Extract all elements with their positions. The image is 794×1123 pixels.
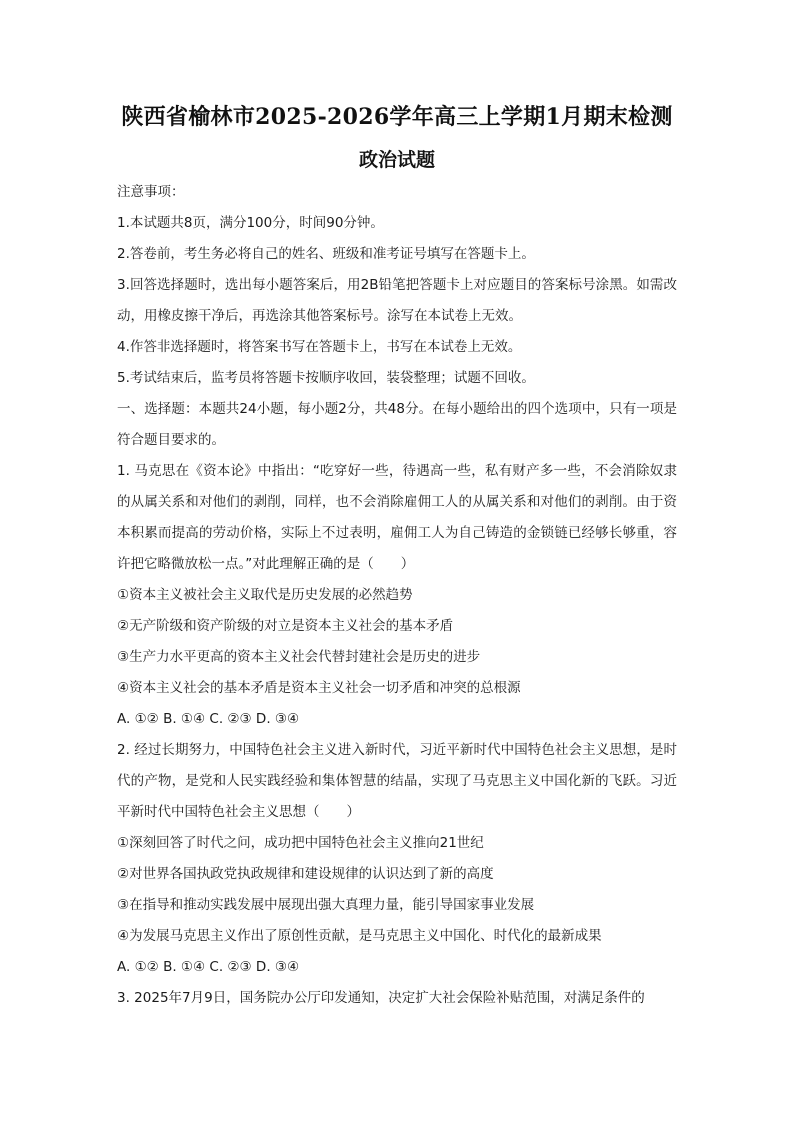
notice-item-3: 3.回答选择题时，选出每小题答案后，用2B铅笔把答题卡上对应题目的答案标号涂黑。如需改动，用橡皮擦干净后，再选涂其他答案标号。涂写在本试卷上无效。 [117, 277, 677, 324]
question-2-option-4: ④为发展马克思主义作出了原创性贡献，是马克思主义中国化、时代化的最新成果 [117, 928, 602, 944]
question-2-choices: A. ①② B. ①④ C. ②③ D. ③④ [117, 959, 300, 975]
question-1-choices: A. ①② B. ①④ C. ②③ D. ③④ [117, 711, 300, 727]
question-2-option-3: ③在指导和推动实践发展中展现出强大真理力量，能引导国家事业发展 [117, 897, 535, 913]
question-3-stem-start: 3. 2025年7月9日，国务院办公厅印发通知，决定扩大社会保险补贴范围，对满足条件的 [117, 990, 645, 1006]
notice-item-2: 2.答卷前，考生务必将自己的姓名、班级和准考证号填写在答题卡上。 [117, 246, 535, 262]
question-1-option-2: ②无产阶级和资产阶级的对立是资本主义社会的基本矛盾 [117, 618, 454, 634]
document-body [117, 100, 677, 1014]
question-1-option-3: ③生产力水平更高的资本主义社会代替封建社会是历史的进步 [117, 649, 481, 665]
question-1-option-1: ①资本主义被社会主义取代是历史发展的必然趋势 [117, 587, 413, 603]
section-1-intro: 一、选择题：本题共24小题，每小题2分，共48分。在每小题给出的四个选项中，只有一项是符合题目要求的。 [117, 401, 677, 448]
notice-item-5: 5.考试结束后，监考员将答题卡按顺序收回，装袋整理；试题不回收。 [117, 370, 535, 386]
document-title: 陕西省榆林市2025-2026学年高三上学期1月期末检测 [121, 104, 673, 130]
question-2-option-1: ①深刻回答了时代之问，成功把中国特色社会主义推向21世纪 [117, 835, 484, 851]
notice-heading: 注意事项： [117, 184, 185, 200]
question-1-stem: 1. 马克思在《资本论》中指出：“吃穿好一些，待遇高一些，私有财产多一些，不会消除奴隶的从属关系和对他们的剥削，同样，也不会消除雇佣工人的从属关系和对他们的剥削。由于资本积累而提高的劳动价格，实际上不过表明，雇佣工人为自己铸造的金锁链已经够长够重，容许把它略微放松一点。”对此理解正确的是（ ） [117, 463, 677, 572]
question-2-stem: 2. 经过长期努力，中国特色社会主义进入新时代，习近平新时代中国特色社会主义思想，是时代的产物，是党和人民实践经验和集体智慧的结晶，实现了马克思主义中国化新的飞跃。习近平新时代中国特色社会主义思想（ ） [117, 742, 677, 820]
notice-item-1: 1.本试题共8页，满分100分，时间90分钟。 [117, 215, 384, 231]
notice-item-4: 4.作答非选择题时，将答案书写在答题卡上，书写在本试卷上无效。 [117, 339, 522, 355]
question-1-option-4: ④资本主义社会的基本矛盾是资本主义社会一切矛盾和冲突的总根源 [117, 680, 521, 696]
question-2-option-2: ②对世界各国执政党执政规律和建设规律的认识达到了新的高度 [117, 866, 494, 882]
document-subtitle: 政治试题 [358, 149, 435, 171]
